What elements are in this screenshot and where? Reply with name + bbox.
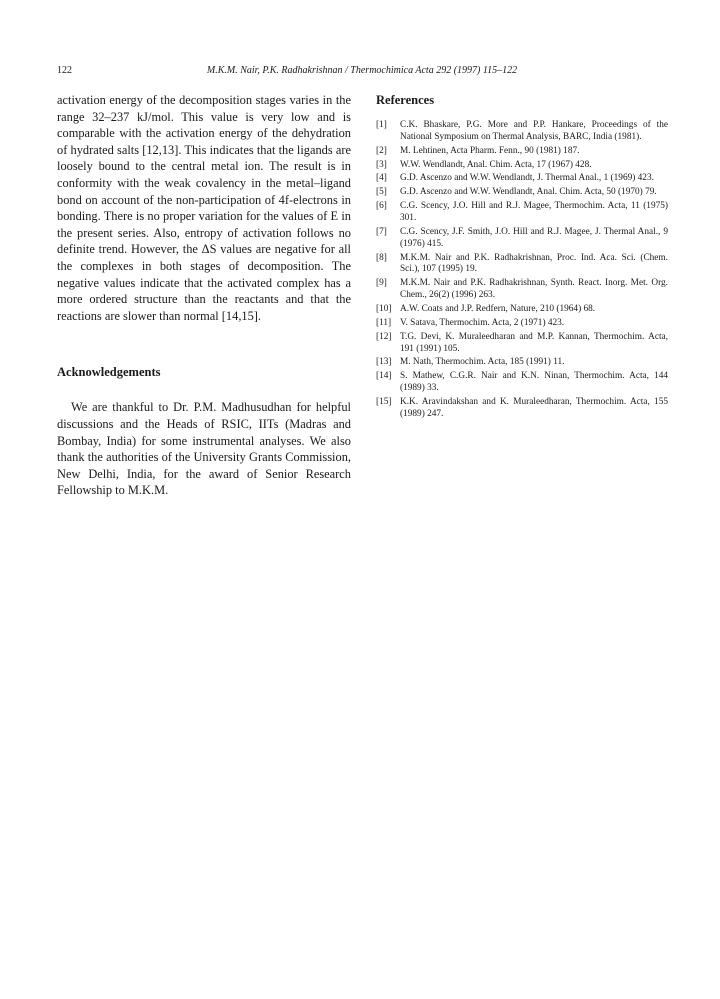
reference-item [376,397,668,421]
reference-item [376,160,668,172]
reference-item [376,253,668,277]
reference-number: [6] [376,201,387,212]
reference-text: M.K.M. Nair and P.K. Radhakrishnan, Proc. Ind. Aca. Sci. (Chem. Sci.), 107 (1995) 19. [400,252,668,275]
reference-text: M. Nath, Thermochim. Acta, 185 (1991) 11. [400,357,565,368]
reference-number: [8] [376,252,387,263]
reference-item [376,318,668,330]
reference-text: M. Lehtinen, Acta Pharm. Fenn., 90 (1981) 187. [400,145,580,156]
reference-number: [7] [376,226,387,237]
acknowledgements-paragraph: We are thankful to Dr. P.M. Madhusudhan for helpful discussions and the Heads of RSIC, IITs (Madras and Bombay, India) for some instrumental analyses. We also thank the authorities of the University Grants Commission, New Delhi, India, for the award of Senior Research Fellowship to M.K.M. [57,400,351,498]
acknowledgements-heading: Acknowledgements [57,365,161,380]
reference-number: [10] [376,304,392,314]
reference-number: [4] [376,173,387,184]
reference-text: T.G. Devi, K. Muraleedharan and M.P. Kannan, Thermochim. Acta, 191 (1991) 105. [400,331,668,354]
page-number: 122 [57,65,72,76]
reference-number: [1] [376,120,387,130]
reference-text: W.W. Wendlandt, Anal. Chim. Acta, 17 (1967) 428. [400,159,592,170]
reference-text: A.W. Coats and J.P. Redfern, Nature, 210 (1964) 68. [400,304,596,314]
reference-item [376,146,668,158]
journal-citation-line: M.K.M. Nair, P.K. Radhakrishnan / Thermochimica Acta 292 (1997) 115–122 [206,65,518,76]
reference-text: C.K. Bhaskare, P.G. More and P.P. Hankare, Proceedings of the National Symposium on Thermal Analysis, BARC, India (1981). [400,120,668,142]
reference-text: C.G. Scency, J.F. Smith, J.O. Hill and R.J. Magee, J. Thermal Anal., 9 (1976) 415. [400,226,668,249]
references-heading: References [376,93,435,107]
reference-number: [12] [376,331,392,342]
reference-number: [11] [376,317,392,328]
reference-list [376,120,668,421]
reference-item [376,304,668,316]
reference-item [376,173,668,185]
reference-number: [5] [376,187,387,198]
reference-item [376,332,668,356]
reference-number: [15] [376,397,392,408]
reference-number: [3] [376,159,387,170]
reference-item [376,187,668,199]
reference-number: [9] [376,278,387,289]
reference-item [376,371,668,395]
reference-text: K.K. Aravindakshan and K. Muraleedharan, Thermochim. Acta, 155 (1989) 247. [400,397,668,419]
right-column [376,92,668,423]
reference-number: [13] [376,357,392,368]
left-column [57,92,351,499]
reference-number: [2] [376,145,387,156]
reference-item [376,357,668,369]
reference-number: [14] [376,371,392,382]
running-head [57,63,667,79]
reference-text: V. Satava, Thermochim. Acta, 2 (1971) 423. [400,317,565,328]
reference-text: G.D. Ascenzo and W.W. Wendlandt, Anal. Chim. Acta, 50 (1970) 79. [400,187,657,198]
reference-text: G.D. Ascenzo and W.W. Wendlandt, J. Thermal Anal., 1 (1969) 423. [400,173,654,184]
reference-item [376,201,668,225]
discussion-paragraph: activation energy of the decomposition stages varies in the range 32–237 kJ/mol. This value is very low and is comparable with the activation energy of the dehydration of hydrated salts [12,13]. This indicates that the ligands are loosely bound to the central metal ion. The result is in conformity with the weak covalency in the metal–ligand bond on account of the non-participation of 4f-electrons in bonding. There is no proper variation for the values of E in the present series. Also, entropy of activation follows no definite trend. However, the ΔS values are negative for all the complexes in both stages of decomposition. The negative values indicate that the activated complex has a more ordered structure than the reactants and that the reactions are slower than normal [14,15]. [57,93,351,323]
reference-text: S. Mathew, C.G.R. Nair and K.N. Ninan, Thermochim. Acta, 144 (1989) 33. [400,371,668,394]
reference-item [376,120,668,144]
reference-item [376,227,668,251]
reference-item [376,278,668,302]
reference-text: M.K.M. Nair and P.K. Radhakrishnan, Synth. React. Inorg. Met. Org. Chem., 26(2) (1996) 263. [400,278,668,301]
reference-text: C.G. Scency, J.O. Hill and R.J. Magee, Thermochim. Acta, 11 (1975) 301. [400,201,668,224]
